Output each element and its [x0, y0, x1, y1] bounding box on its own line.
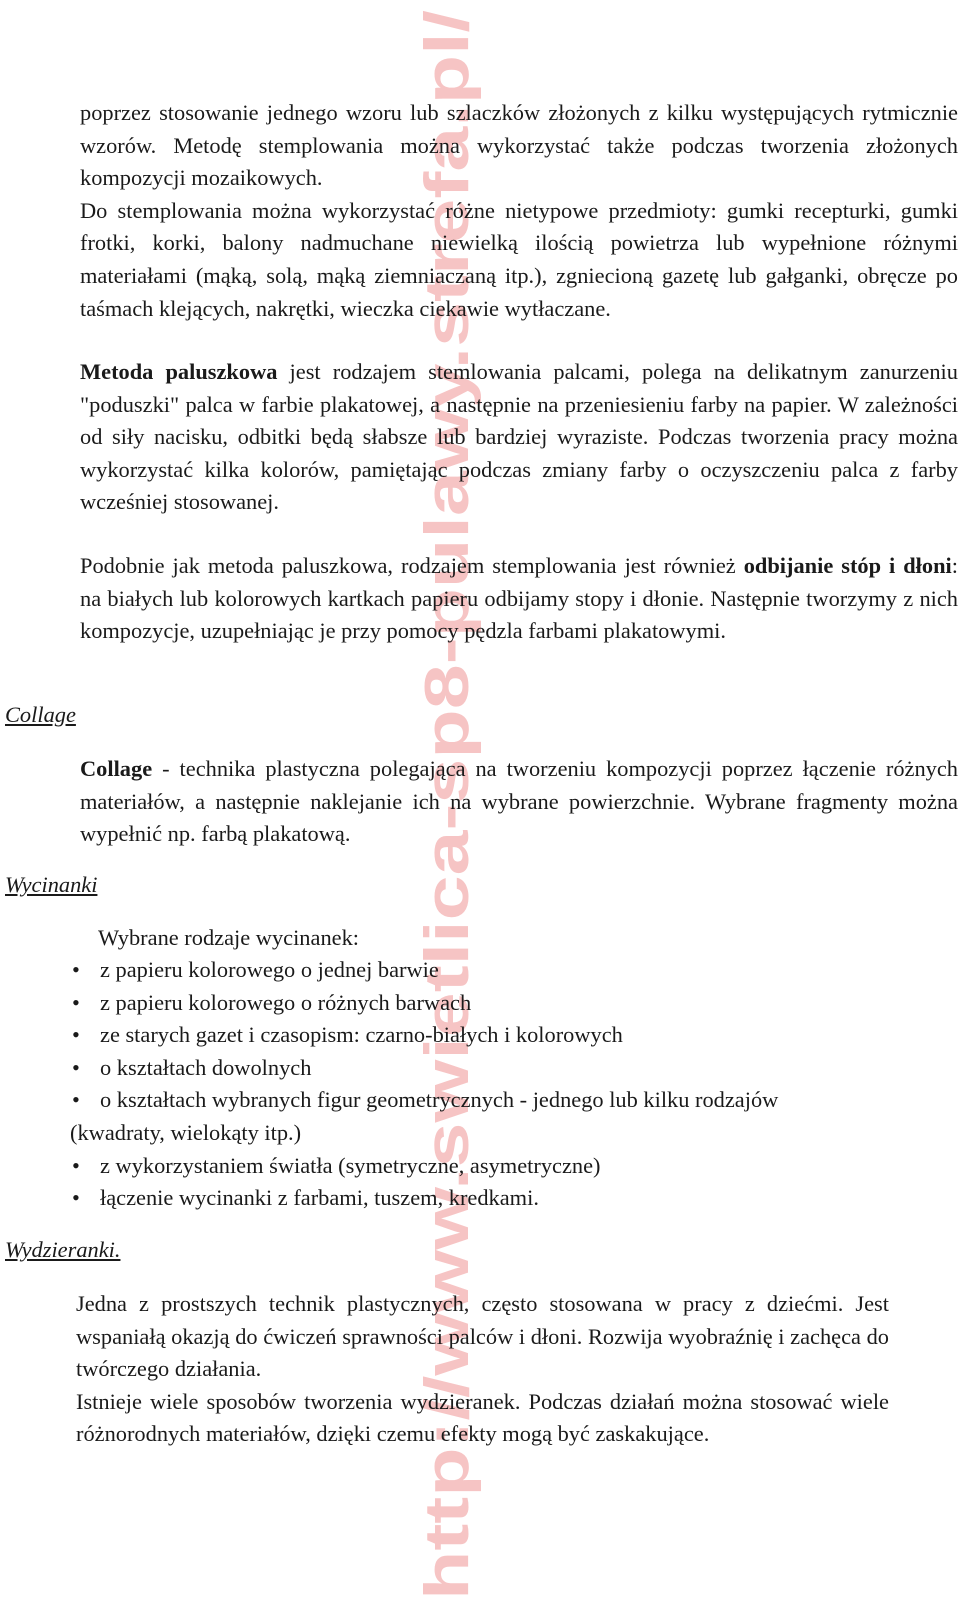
- watermark-text: http://www.swietlica-sp8-pulawy.strefa.pl/: [413, 380, 482, 1600]
- list-item-text: ze starych gazet i czasopism: czarno-białych i kolorowych: [100, 1022, 623, 1048]
- bold-term: Metoda paluszkowa: [80, 359, 278, 384]
- bullet: •: [72, 1152, 80, 1178]
- list-item-text: o kształtach dowolnych: [100, 1054, 312, 1080]
- heading-wydzieranki: Wydzieranki.: [5, 1237, 121, 1262]
- paragraph-text-2: Do stemplowania można wykorzystać różne nietypowe przedmioty: gumki recepturki, gumki frotki, korki, balony nadmuchane niewielką ilością powietrza lub wypełnione różnymi materiałami (mąką, solą, mąką ziemniaczaną itp.), zgniecioną gazetę lub gałganki, obręcze po taśmach klejących, nakrętki, wieczka ciekawie wytłaczane.: [80, 197, 958, 321]
- list-item: [70, 1084, 950, 1149]
- list-item-text: z papieru kolorowego o różnych barwach: [100, 989, 472, 1015]
- paragraph-text: poprzez stosowanie jednego wzoru lub szlaczków złożonych z kilku występujących rytmicznie wzorów. Metodę stemplowania można wykorzystać także podczas tworzenia złożonych kompozycji mozaikowych.: [80, 100, 958, 191]
- heading-collage: Collage: [5, 702, 76, 727]
- paragraph-text-2: Istnieje wiele sposobów tworzenia wydzieranek. Podczas działań można stosować wiele różnorodnych materiałów, dzięki czemu efekty mogą być zaskakujące.: [76, 1388, 889, 1447]
- list-item-text: z wykorzystaniem światła (symetryczne, asymetryczne): [100, 1152, 601, 1178]
- heading-wycinanki: Wycinanki: [5, 872, 98, 897]
- list-item: [70, 954, 950, 987]
- paragraph-text-2: : na białych lub kolorowych kartkach papieru odbijamy stopy i dłonie. Następnie tworzymy z nich kompozycje, uzupełniając je przy pomocy pędzla farbami plakatowymi.: [80, 553, 958, 644]
- list-item: [70, 1019, 950, 1052]
- wycinanki-intro: Wybrane rodzaje wycinanek:: [98, 925, 359, 950]
- bold-term: Collage: [80, 756, 153, 781]
- paragraph-text: jest rodzajem stemlowania palcami, polega na delikatnym zanurzeniu "poduszki" palca w farbie plakatowej, a następnie na przeniesieniu farby na papier. W zależności od siły nacisku, odbitki będą słabsze lub bardziej wyraziste. Podczas tworzenia pracy można wykorzystać kilka kolorów, pamiętając podczas zmiany farby o oczyszczeniu palca z farby wcześniej stosowanej.: [80, 359, 958, 515]
- wycinanki-list: [70, 954, 950, 1215]
- metoda-paluszkowa-paragraph: [80, 356, 958, 519]
- list-item: [70, 987, 950, 1020]
- wydzieranki-paragraph: [76, 1288, 889, 1451]
- paragraph-text: Jedna z prostszych technik plastycznych, często stosowana w pracy z dziećmi. Jest wspaniałą okazją do ćwiczeń sprawności palców i dłoni. Rozwija wyobraźnię i zachęca do twórczego działania.: [76, 1291, 889, 1382]
- bullet: •: [72, 1185, 80, 1211]
- list-item: [70, 1182, 950, 1215]
- stemplowanie-paragraph-1: [80, 97, 958, 325]
- paragraph-text: Podobnie jak metoda paluszkowa, rodzajem stemplowania jest również: [80, 553, 744, 578]
- bullet: •: [72, 1022, 80, 1048]
- list-item-text: o kształtach wybranych figur geometrycznych - jednego lub kilku rodzajów: [100, 1087, 779, 1113]
- list-item-text: łączenie wycinanki z farbami, tuszem, kredkami.: [100, 1185, 539, 1211]
- bullet: •: [72, 1087, 80, 1113]
- bullet: •: [72, 1054, 80, 1080]
- bold-term: odbijanie stóp i dłoni: [743, 553, 952, 578]
- bullet: •: [72, 957, 80, 982]
- list-item: [70, 1150, 950, 1183]
- collage-paragraph: [80, 753, 958, 851]
- list-item-text: z papieru kolorowego o jednej barwie: [100, 957, 439, 982]
- paragraph-text: - technika plastyczna polegająca na tworzeniu kompozycji poprzez łączenie różnych materiałów, a następnie naklejanie ich na wybrane powierzchnie. Wybrane fragmenty można wypełnić np. farbą plakatową.: [80, 756, 958, 847]
- list-item: [70, 1052, 950, 1085]
- list-item-continuation: (kwadraty, wielokąty itp.): [70, 1119, 302, 1145]
- odbijanie-paragraph: [80, 550, 958, 648]
- bullet: •: [72, 989, 80, 1015]
